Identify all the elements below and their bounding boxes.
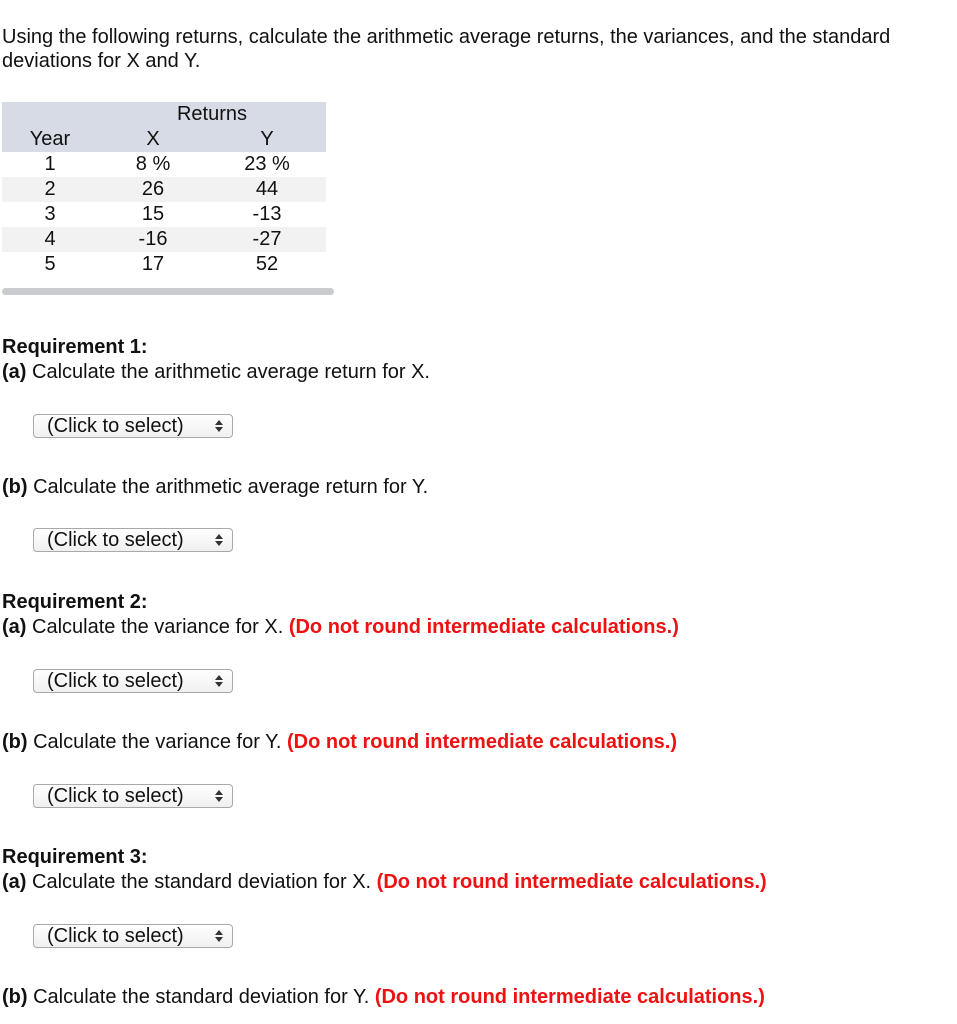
cell-y: 44 <box>208 177 326 202</box>
question-text: Calculate the arithmetic average return for Y. <box>33 476 429 498</box>
table-row <box>2 227 326 252</box>
column-header-x: X <box>98 127 208 152</box>
cell-x: 17 <box>141 253 165 275</box>
table-row <box>2 252 326 277</box>
cell-year: 3 <box>44 203 56 225</box>
part-label: (a) <box>2 616 27 638</box>
cell-year: 1 <box>44 153 56 175</box>
requirement-1b-question <box>2 475 428 499</box>
requirement-3a-question <box>2 870 767 894</box>
cell-x: 26 <box>98 177 208 202</box>
cell-x: 8 % <box>135 153 171 175</box>
select-arrows-icon <box>215 534 223 546</box>
requirement-3a-select[interactable] <box>33 924 233 948</box>
table-row <box>2 152 326 177</box>
column-header-y: Y <box>208 127 326 152</box>
question-text: Calculate the variance for Y. <box>33 731 282 753</box>
part-label: (a) <box>2 871 27 893</box>
requirement-1a-select[interactable] <box>33 414 233 438</box>
question-text: Calculate the variance for X. <box>32 616 284 638</box>
table-row <box>2 202 326 227</box>
requirement-2b-question <box>2 730 677 754</box>
select-value: (Click to select) <box>47 925 184 947</box>
returns-group-header: Returns <box>98 102 326 127</box>
cell-year: 4 <box>2 227 98 252</box>
table-row <box>2 177 326 202</box>
part-label: (b) <box>2 731 28 753</box>
select-arrows-icon <box>215 930 223 942</box>
requirement-2b-select[interactable] <box>33 784 233 808</box>
rounding-note: (Do not round intermediate calculations.) <box>374 986 765 1008</box>
table-horizontal-scrollbar[interactable] <box>2 288 334 295</box>
table-group-header-row <box>2 102 326 127</box>
table-column-header-row <box>2 127 326 152</box>
requirement-1-heading: Requirement 1: <box>2 336 148 358</box>
cell-year: 5 <box>44 253 56 275</box>
requirement-1a-question <box>2 360 430 384</box>
select-value: (Click to select) <box>47 415 184 437</box>
rounding-note: (Do not round intermediate calculations.) <box>376 871 767 893</box>
cell-x: -16 <box>98 227 208 252</box>
requirement-2a-select[interactable] <box>33 669 233 693</box>
part-label: (b) <box>2 476 28 498</box>
select-value: (Click to select) <box>47 670 184 692</box>
requirement-3b-question <box>2 985 765 1009</box>
rounding-note: (Do not round intermediate calculations.) <box>288 616 679 638</box>
intro-text: Using the following returns, calculate the arithmetic average returns, the variances, and the standard deviations for X and Y. <box>2 26 891 72</box>
cell-x: 15 <box>141 203 165 225</box>
select-arrows-icon <box>215 420 223 432</box>
rounding-note: (Do not round intermediate calculations.) <box>286 731 678 753</box>
cell-y: -13 <box>252 203 282 225</box>
part-label: (b) <box>2 986 28 1008</box>
cell-year: 2 <box>2 177 98 202</box>
requirement-2a-question <box>2 615 679 639</box>
cell-y: -27 <box>208 227 326 252</box>
select-arrows-icon <box>215 675 223 687</box>
part-label: (a) <box>2 361 27 383</box>
question-text: Calculate the standard deviation for Y. <box>33 986 370 1008</box>
cell-y: 23 % <box>244 153 290 175</box>
cell-y: 52 <box>255 253 279 275</box>
select-value: (Click to select) <box>47 529 184 551</box>
select-arrows-icon <box>215 790 223 802</box>
requirement-1b-select[interactable] <box>33 528 233 552</box>
question-text: Calculate the standard deviation for X. <box>32 871 372 893</box>
select-value: (Click to select) <box>47 785 184 807</box>
returns-table <box>2 102 326 277</box>
column-header-year: Year <box>2 127 98 152</box>
table-header-empty <box>2 102 98 127</box>
requirement-3-heading: Requirement 3: <box>2 846 148 868</box>
question-text: Calculate the arithmetic average return for X. <box>32 361 430 383</box>
requirement-2-heading: Requirement 2: <box>2 591 148 613</box>
